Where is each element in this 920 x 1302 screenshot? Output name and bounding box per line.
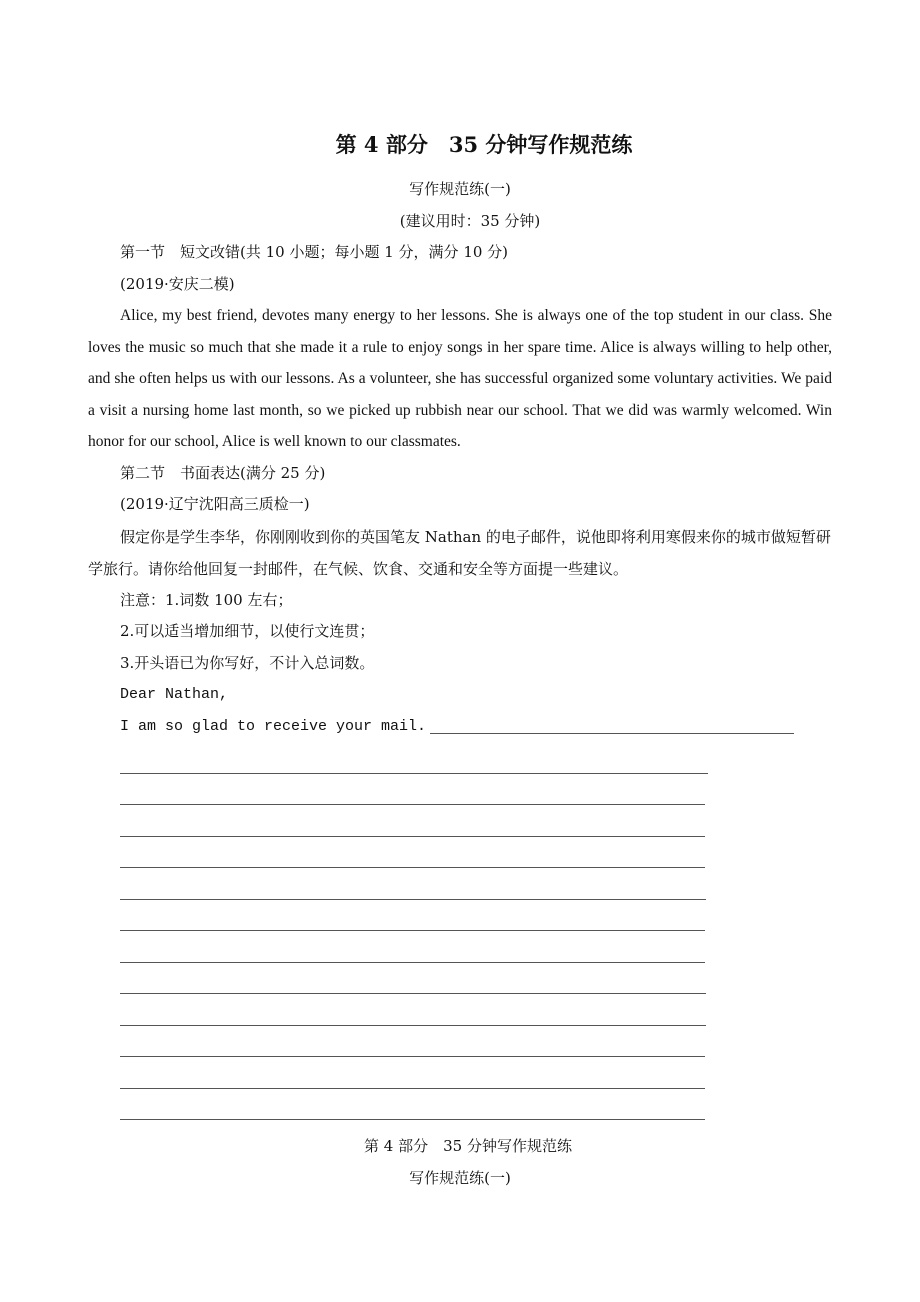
answer-line[interactable] — [120, 1026, 705, 1058]
answer-line[interactable] — [430, 733, 794, 734]
note-1: 注意：1.词数 100 左右； — [120, 590, 293, 609]
subtitle: 写作规范练(一) — [409, 180, 511, 198]
error-correction-passage: Alice, my best friend, devotes many energy to her lessons. She is always one of the top student in our class. She loves the music so much that she made it a rule to enjoy songs in her spare time. Alice is always willing to help other, and she often helps us with our lessons. As a volunteer, she has successful organized some voluntary activities. We paid a visit a nursing home last month, so we picked up rubbish near our school. That we did was warmly welcomed. Win honor for our school, Alice is well known to our classmates. — [88, 307, 832, 450]
opening-sentence: I am so glad to receive your mail. — [120, 717, 427, 735]
section1-heading: 第一节 短文改错(共 10 小题；每小题 1 分，满分 10 分) — [120, 243, 509, 261]
footer-title: 第 4 部分 35 分钟写作规范练 — [364, 1137, 572, 1155]
writing-prompt: 假定你是学生李华，你刚刚收到你的英国笔友 Nathan 的电子邮件，说他即将利用寒假来你的城市做短暂研学旅行。请你给他回复一封邮件，在气候、饮食、交通和安全等方面提一些建议。 — [88, 527, 831, 578]
greeting: Dear Nathan, — [120, 686, 229, 703]
footer-subtitle: 写作规范练(一) — [409, 1169, 511, 1187]
section2-heading: 第二节 书面表达(满分 25 分) — [120, 463, 326, 482]
page-title: 第 4 部分 35 分钟写作规范练 — [335, 132, 633, 157]
section2-source: (2019·辽宁沈阳高三质检一) — [120, 495, 310, 513]
opening-row — [120, 711, 920, 743]
time-hint: (建议用时：35 分钟) — [399, 212, 541, 230]
answer-line[interactable] — [120, 774, 705, 806]
answer-line[interactable] — [120, 742, 708, 774]
note-2: 2.可以适当增加细节，以使行文连贯； — [120, 622, 375, 640]
answer-line[interactable] — [120, 805, 705, 837]
answer-line[interactable] — [120, 1057, 705, 1089]
note-3: 3.开头语已为你写好，不计入总词数。 — [120, 653, 375, 672]
answer-line[interactable] — [120, 994, 706, 1026]
answer-line[interactable] — [120, 837, 705, 869]
answer-line[interactable] — [120, 900, 705, 932]
answer-line[interactable] — [120, 868, 706, 900]
answer-line[interactable] — [120, 963, 706, 995]
answer-line[interactable] — [120, 931, 705, 963]
answer-line[interactable] — [120, 1089, 705, 1121]
section1-source: (2019·安庆二模) — [120, 274, 235, 293]
